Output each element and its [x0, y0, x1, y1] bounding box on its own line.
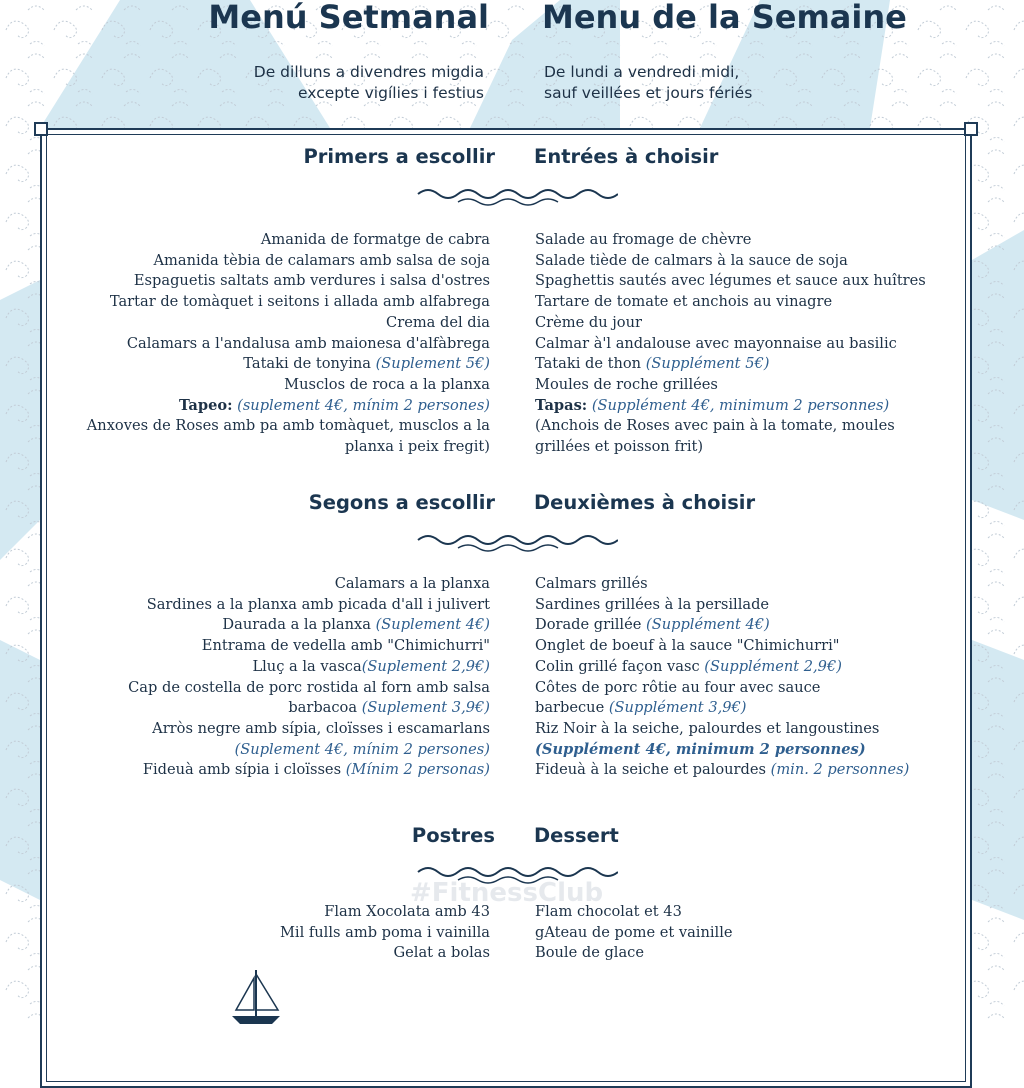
menu-item-text: Calmar à'l andalouse avec mayonnaise au basilic: [535, 334, 897, 352]
menu-item-text: grillées et poisson frit): [535, 438, 704, 456]
menu-item: [30, 760, 490, 781]
mains-list-catalan: [30, 574, 490, 781]
menu-item-text: Tartare de tomate et anchois au vinagre: [535, 293, 833, 311]
menu-item: [535, 760, 985, 781]
supplement-note: (suplement 4€, mínim 2 persones): [232, 396, 490, 414]
sailboat-icon: [226, 966, 286, 1024]
menu-item: [30, 698, 490, 719]
menu-item-text: Calamars a la planxa: [334, 575, 490, 592]
corner-ornament: [964, 122, 978, 136]
menu-item: [30, 375, 490, 396]
corner-ornament: [34, 122, 48, 136]
menu-item: [535, 574, 985, 595]
menu-item: [535, 923, 985, 944]
menu-item-text: planxa i peix fregit): [344, 438, 490, 456]
menu-item-text: Musclos de roca a la planxa: [284, 375, 490, 393]
menu-item-text: Sardines grillées à la persillade: [535, 595, 770, 613]
menu-item: [535, 595, 985, 616]
supplement-note: (Mínim 2 personas): [345, 761, 490, 779]
menu-item-text: Fideuà amb sípia i cloïsses: [142, 761, 346, 779]
menu-item: [30, 740, 490, 761]
menu-item-text: Calmars grillés: [535, 575, 648, 592]
supplement-note: (Supplément 2,9€): [704, 657, 842, 675]
menu-item-text: Arròs negre amb sípia, cloïsses i escamarlans: [152, 719, 490, 737]
menu-item: [535, 636, 985, 657]
mains-title-catalan: Segons a escollir: [308, 491, 495, 514]
menu-item: [535, 678, 985, 699]
menu-item: [535, 354, 985, 375]
menu-item: [30, 636, 490, 657]
menu-item: [535, 292, 985, 313]
menu-item: [535, 251, 985, 272]
menu-item-text: Tataki de tonyina: [243, 355, 376, 373]
menu-item: [535, 657, 985, 678]
menu-item: [30, 230, 490, 251]
menu-item-text: Mil fulls amb poma i vainilla: [279, 923, 490, 941]
supplement-note: (Supplément 4€, minimum 2 personnes): [535, 740, 866, 758]
supplement-note: (Supplément 5€): [645, 355, 770, 373]
mains-list-french: [535, 574, 985, 781]
menu-item-text: barbacoa: [288, 699, 362, 717]
menu-item: [30, 574, 490, 595]
menu-item: [535, 271, 985, 292]
supplement-note: (Suplement 4€, mínim 2 persones): [234, 740, 490, 758]
menu-item-text: Espaguetis saltats amb verdures i salsa d'ostres: [133, 272, 490, 290]
menu-item: [30, 416, 490, 437]
mains-title-french: Deuxièmes à choisir: [534, 491, 756, 514]
wave-divider-icon: [412, 528, 618, 554]
menu-item: [535, 230, 985, 251]
starters-title-catalan: Primers a escollir: [303, 145, 495, 168]
menu-item: [535, 375, 985, 396]
menu-item: [535, 719, 985, 740]
supplement-note: (Suplement 3,9€): [361, 699, 490, 717]
menu-item: [30, 354, 490, 375]
menu-item-text: Boule de glace: [535, 944, 644, 962]
desserts-title-french: Dessert: [534, 824, 619, 847]
subtitle-line: De dilluns a divendres migdia: [253, 63, 484, 81]
menu-item: [30, 334, 490, 355]
menu-item-text: Cap de costella de porc rostida al forn amb salsa: [128, 678, 490, 696]
menu-item: [535, 740, 985, 761]
menu-item: [30, 943, 490, 964]
supplement-note: (Supplément 4€): [646, 616, 770, 634]
menu-item-text: Tartar de tomàquet i seitons i allada amb alfabrega: [109, 293, 490, 311]
menu-item: [30, 657, 490, 678]
menu-title-french: Menu de la Semaine: [542, 0, 907, 36]
menu-item-text: Côtes de porc rôtie au four avec sauce: [535, 678, 821, 696]
menu-item-text: Crema del dia: [386, 313, 490, 331]
menu-item-text: Dorade grillée: [535, 616, 647, 634]
menu-item-text: Flam Xocolata amb 43: [324, 903, 490, 920]
menu-item: [30, 719, 490, 740]
menu-item: [535, 943, 985, 964]
menu-item: [535, 698, 985, 719]
desserts-title-catalan: Postres: [411, 824, 495, 847]
menu-item: [535, 437, 985, 458]
menu-item-text: barbecue: [535, 699, 609, 717]
menu-item-text: Salade tiède de calmars à la sauce de soja: [535, 251, 848, 269]
menu-item: [30, 396, 490, 417]
menu-item-text: Gelat a bolas: [393, 944, 490, 962]
menu-item-text: Moules de roche grillées: [535, 375, 718, 393]
menu-subtitle-french: [544, 62, 752, 104]
menu-item-text: Calamars a l'andalusa amb maionesa d'alfàbrega: [126, 334, 490, 352]
subtitle-line: sauf veillées et jours fériés: [544, 84, 753, 102]
supplement-note: (Supplément 3,9€): [608, 699, 747, 717]
menu-item: [30, 595, 490, 616]
menu-item-text: Amanida de formatge de cabra: [260, 231, 490, 248]
menu-item-text: Colin grillé façon vasc: [535, 657, 705, 675]
watermark-text: #FitnessClub: [410, 878, 604, 908]
desserts-list-catalan: [30, 902, 490, 964]
subtitle-line: excepte vigílies i festius: [298, 84, 484, 102]
menu-item-text: Flam chocolat et 43: [535, 903, 682, 920]
menu-item: [30, 313, 490, 334]
menu-item: [30, 271, 490, 292]
menu-item-text: gAteau de pome et vainille: [535, 923, 733, 941]
menu-item: [535, 615, 985, 636]
menu-item-text: Entrama de vedella amb "Chimichurri": [201, 637, 490, 655]
menu-item-text: Fideuà à la seiche et palourdes: [535, 761, 771, 779]
menu-item-text: Daurada a la planxa: [222, 616, 376, 634]
menu-item: [30, 437, 490, 458]
menu-item-text: Onglet de boeuf à la sauce "Chimichurri": [535, 637, 840, 655]
supplement-note: (Supplément 4€, minimum 2 personnes): [587, 396, 890, 414]
menu-item: [535, 334, 985, 355]
supplement-note: (Suplement 4€): [375, 616, 490, 634]
menu-item-text: Lluç a la vasca: [252, 657, 362, 675]
menu-item: [30, 615, 490, 636]
starters-list-french: [535, 230, 985, 458]
menu-item: [535, 396, 985, 417]
menu-item-text: Tataki de thon: [535, 355, 646, 373]
menu-title-catalan: Menú Setmanal: [208, 0, 489, 36]
menu-item-text: Sardines a la planxa amb picada d'all i julivert: [146, 595, 490, 613]
menu-item-label: Tapas:: [535, 396, 588, 414]
menu-item-text: Spaghettis sautés avec légumes et sauce aux huîtres: [535, 272, 926, 290]
starters-list-catalan: [30, 230, 490, 458]
desserts-list-french: [535, 902, 985, 964]
menu-item: [535, 313, 985, 334]
menu-item-text: Riz Noir à la seiche, palourdes et langoustines: [535, 719, 880, 737]
supplement-note: (Suplement 2,9€): [361, 657, 490, 675]
subtitle-line: De lundi a vendredi midi,: [544, 63, 740, 81]
menu-item: [30, 678, 490, 699]
menu-item: [30, 251, 490, 272]
menu-item-text: Salade au fromage de chèvre: [535, 231, 752, 248]
menu-item-text: (Anchois de Roses avec pain à la tomate, moules: [535, 417, 895, 435]
menu-item: [535, 416, 985, 437]
menu-item-text: Amanida tèbia de calamars amb salsa de soja: [153, 251, 490, 269]
menu-item-text: Crème du jour: [535, 313, 642, 331]
supplement-note: (min. 2 personnes): [770, 761, 910, 779]
menu-item-label: Tapeo:: [178, 396, 233, 414]
menu-item: [30, 923, 490, 944]
supplement-note: (Suplement 5€): [375, 355, 490, 373]
menu-item-text: Anxoves de Roses amb pa amb tomàquet, musclos a la: [86, 417, 490, 435]
menu-subtitle-catalan: [254, 62, 484, 104]
starters-title-french: Entrées à choisir: [534, 145, 719, 168]
menu-item: [30, 292, 490, 313]
wave-divider-icon: [412, 182, 618, 208]
